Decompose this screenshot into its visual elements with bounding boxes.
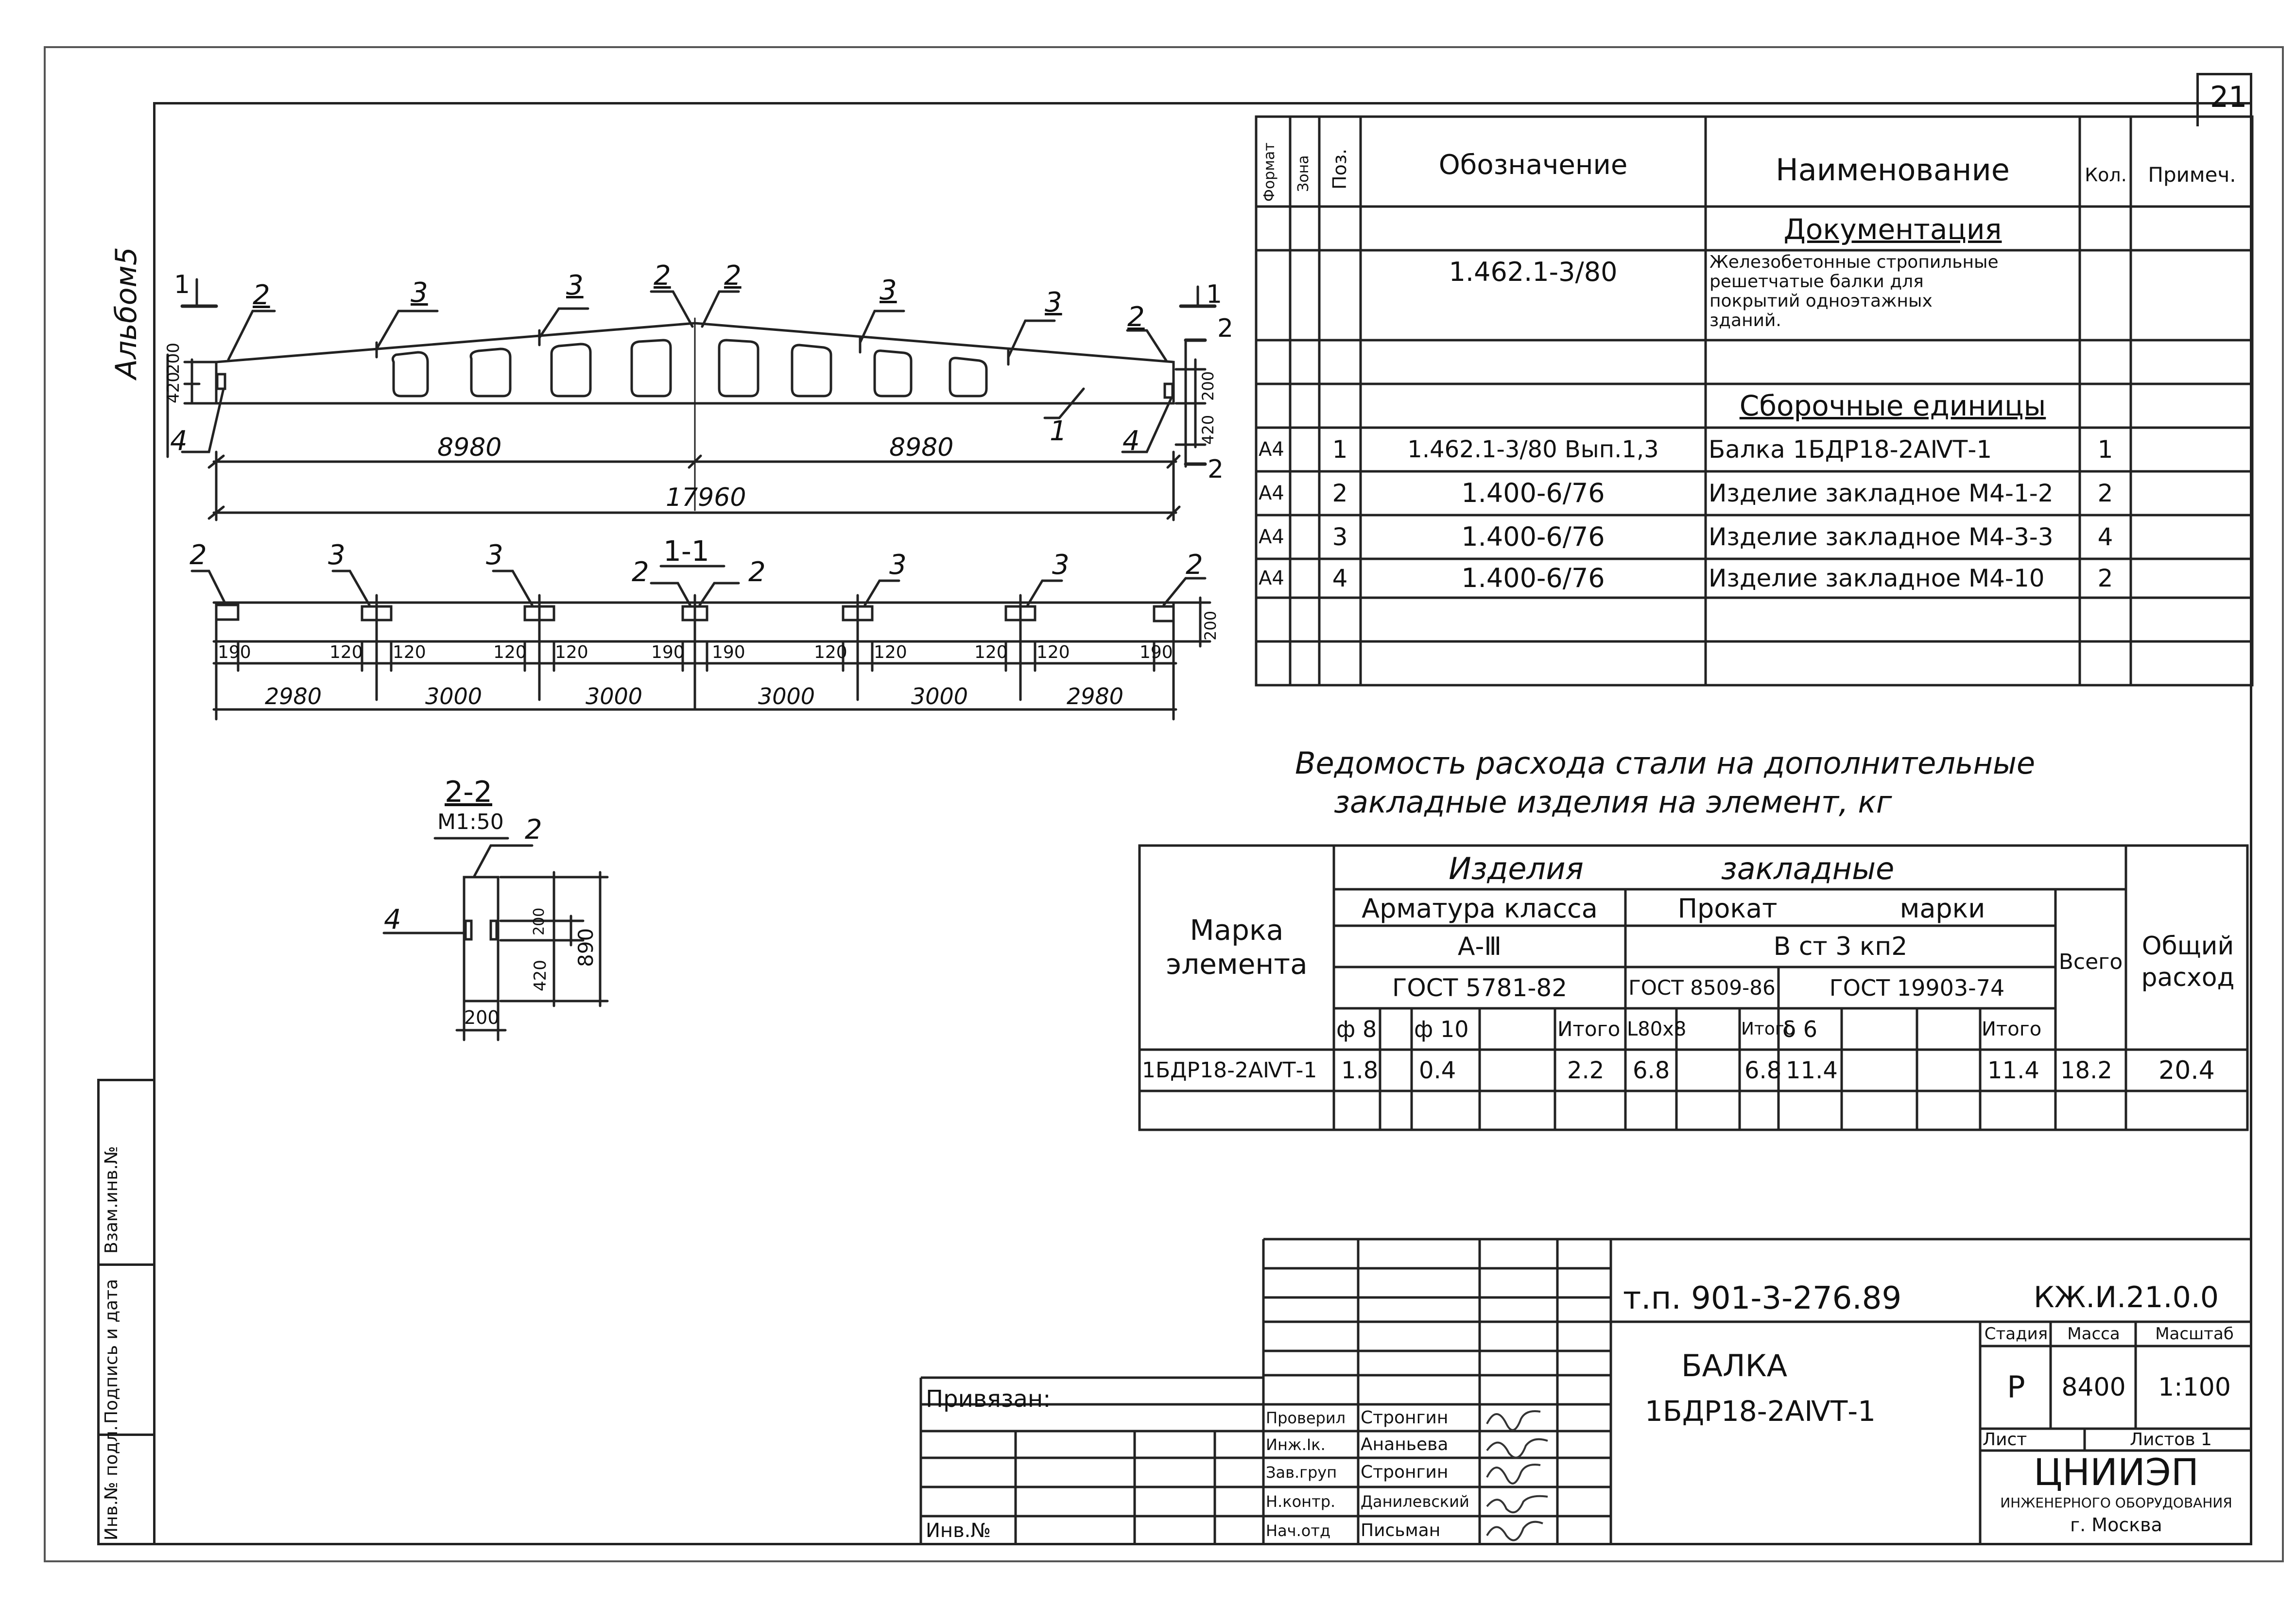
steel-row-total: 18.2	[2060, 1056, 2112, 1084]
steel-title-1: Ведомость расхода стали на дополнительные	[1295, 745, 2036, 781]
tb-role: Нач.отд	[1266, 1521, 1331, 1540]
spec-doc-designation: 1.462.1-3/80	[1449, 257, 1618, 287]
section-2-2-title: 2-2	[445, 775, 492, 809]
tb-org-sub: ИНЖЕНЕРНОГО ОБОРУДОВАНИЯ	[2000, 1494, 2232, 1511]
tb-name-2: 1БДР18-2АⅣТ-1	[1645, 1395, 1876, 1428]
steel-row-value: 11.4	[1987, 1056, 2039, 1084]
plan-mark: 2	[1186, 549, 1203, 581]
spec-row-qty: 1	[2097, 435, 2113, 464]
plan-dim-small: 190	[218, 642, 251, 662]
spec-section-docs: Документация	[1783, 213, 2002, 246]
section-cut-mark: 1	[174, 270, 190, 299]
spec-row-designation: 1.400-6/76	[1461, 563, 1605, 593]
plan-dim-large: 3000	[425, 683, 483, 709]
steel-sub: L80x8	[1627, 1018, 1687, 1040]
section-2-2-scale: М1:50	[437, 810, 504, 834]
tb-mass-header: Масса	[2067, 1324, 2120, 1344]
tb-mass: 8400	[2061, 1373, 2126, 1402]
steel-row-value: 1.8	[1341, 1056, 1379, 1084]
plan-dim-small: 190	[712, 642, 745, 662]
tb-city: г. Москва	[2070, 1514, 2162, 1536]
section-cut-mark: 2	[1217, 314, 1234, 343]
spec-row-format: А4	[1259, 567, 1284, 589]
tb-role: Н.контр.	[1266, 1492, 1336, 1511]
tb-inv: Инв.№	[926, 1520, 991, 1542]
margin-label-sign: Подпись и дата	[102, 1279, 121, 1424]
tb-scale: 1:100	[2158, 1373, 2231, 1402]
steel-row-mark: 1БДР18-2АⅣТ-1	[1142, 1057, 1317, 1083]
section-1-1-title: 1-1	[663, 535, 709, 568]
spec-row-qty: 2	[2097, 564, 2113, 592]
plan-dim-small: 120	[1036, 642, 1070, 662]
steel-row-value: 2.2	[1567, 1056, 1605, 1084]
plan-dim-large: 3000	[758, 683, 815, 709]
plan-mark: 2	[190, 539, 207, 571]
label-1: 1	[1050, 415, 1067, 447]
margin-label-replace: Взам.инв.№	[102, 1146, 121, 1254]
tb-stage: Р	[2007, 1369, 2025, 1405]
steel-h-gost-5781: ГОСТ 5781-82	[1392, 973, 1568, 1002]
steel-row-value: 6.8	[1633, 1056, 1670, 1084]
steel-h-steel: В ст 3 кп2	[1773, 932, 1908, 961]
tb-project: т.п. 901-3-276.89	[1623, 1280, 1902, 1316]
plan-dim-small: 120	[329, 642, 363, 662]
spec-header-designation: Обозначение	[1438, 149, 1628, 181]
tb-person: Стронгин	[1361, 1462, 1449, 1482]
plan-dim-small: 120	[874, 642, 907, 662]
tb-sheets-header: Листов 1	[2130, 1430, 2212, 1450]
tb-sheet-header: Лист	[1983, 1430, 2027, 1450]
spec-row-format: А4	[1259, 438, 1284, 461]
plan-dim-large: 2980	[265, 683, 322, 709]
tb-stage-header: Стадия	[1984, 1324, 2048, 1344]
spec-row-pos: 2	[1332, 479, 1348, 507]
plan-mark: 3	[889, 549, 907, 581]
tb-role: Зав.груп	[1266, 1463, 1337, 1482]
tb-role: Инж.Iк.	[1266, 1435, 1326, 1454]
spec-row-qty: 2	[2097, 479, 2113, 507]
steel-sub: ф 10	[1414, 1016, 1469, 1042]
section-2-2-dim-200: 200	[531, 907, 548, 935]
section-2-2-mark-2: 2	[525, 814, 542, 846]
plan-dim-large: 3000	[911, 683, 968, 709]
tb-person: Письман	[1361, 1521, 1441, 1540]
dim-17960: 17960	[666, 483, 746, 512]
plan-dim-small: 120	[814, 642, 847, 662]
section-2-2-dim-890: 890	[574, 928, 598, 967]
steel-sub: Итого	[1557, 1017, 1621, 1041]
tb-person: Стронгин	[1361, 1408, 1449, 1428]
steel-h-gost-19903: ГОСТ 19903-74	[1829, 974, 2005, 1001]
spec-row-qty: 4	[2097, 523, 2113, 551]
steel-row-overall: 20.4	[2158, 1055, 2215, 1085]
tb-privyazan: Привязан:	[926, 1385, 1051, 1413]
steel-h-overall: Общий расход	[2141, 932, 2235, 992]
margin-label-inv: Инв.№ подл.	[102, 1425, 121, 1540]
left-margin-divider-1	[97, 1263, 153, 1266]
steel-sub: ф 8	[1336, 1016, 1377, 1042]
steel-h-products: Изделия	[1449, 850, 1584, 886]
spec-doc-name-4: зданий.	[1709, 311, 1781, 330]
tb-role: Проверил	[1266, 1409, 1346, 1427]
tb-name-1: БАЛКА	[1681, 1348, 1787, 1383]
steel-h-rebar-class: А-Ⅲ	[1457, 932, 1502, 961]
steel-row-value: 11.4	[1786, 1056, 1838, 1084]
spec-doc-name-1: Железобетонные стропильные	[1709, 252, 1999, 272]
beam-mark: 2	[253, 279, 270, 311]
plan-mark: 2	[632, 556, 649, 588]
tb-org: ЦНИИЭП	[2033, 1451, 2199, 1494]
beam-mark: 3	[880, 275, 897, 306]
plan-dim-small: 120	[974, 642, 1008, 662]
steel-row-value: 0.4	[1419, 1056, 1456, 1084]
plan-mark: 2	[748, 556, 766, 588]
spec-row-name: Изделие закладное М4-10	[1709, 564, 2045, 592]
steel-h-rolled-grade: марки	[1899, 893, 1985, 924]
spec-header-pos: Поз.	[1329, 148, 1350, 190]
spec-row-pos: 3	[1332, 523, 1348, 551]
dim-8980-right: 8980	[889, 433, 954, 462]
steel-h-rebar: Арматура класса	[1362, 893, 1598, 924]
plan-dim-large: 2980	[1067, 683, 1124, 709]
section-2-2-mark-4: 4	[384, 904, 401, 935]
spec-header-zone: Зона	[1295, 155, 1312, 192]
plan-dim-large: 3000	[586, 683, 643, 709]
plan-dim-small: 120	[555, 642, 588, 662]
spec-doc-name-2: решетчатые балки для	[1709, 272, 1924, 292]
plan-mark: 3	[486, 539, 503, 571]
steel-sub: δ 6	[1782, 1016, 1818, 1042]
beam-mark: 3	[1045, 287, 1062, 318]
dim-200: 200	[164, 343, 183, 374]
section-2-2-dim-200-bottom: 200	[464, 1007, 500, 1028]
spec-row-pos: 1	[1332, 435, 1348, 464]
dim-420-right: 420	[1199, 415, 1217, 445]
album-label: Альбом5	[109, 247, 143, 379]
spec-row-name: Изделие закладное М4-3-3	[1709, 523, 2054, 551]
section-cut-mark: 1	[1206, 280, 1223, 309]
steel-h-mark: Марка элемента	[1166, 914, 1308, 981]
dim-420: 420	[164, 372, 183, 403]
dim-200-right: 200	[1199, 371, 1217, 401]
plan-mark: 3	[1052, 549, 1070, 581]
beam-mark: 2	[1127, 301, 1145, 333]
section-2-2-dim-420: 420	[531, 960, 550, 991]
plan-dim-small: 120	[393, 642, 426, 662]
plan-dim-small: 190	[1139, 642, 1173, 662]
plan-dim-small: 190	[651, 642, 685, 662]
section-cut-mark: 2	[1208, 455, 1224, 484]
beam-mark: 3	[411, 277, 428, 309]
steel-row-value: 6.8	[1744, 1056, 1782, 1084]
beam-mark: 2	[654, 260, 671, 292]
spec-doc-name-3: покрытий одноэтажных	[1709, 291, 1933, 311]
label-4: 4	[1122, 425, 1140, 457]
steel-sub: Итого	[1982, 1018, 2042, 1040]
spec-row-designation: 1.400-6/76	[1461, 521, 1605, 552]
steel-title-2: закладные изделия на элемент, кг	[1334, 784, 1892, 820]
beam-mark: 2	[724, 260, 742, 292]
spec-row-designation: 1.400-6/76	[1461, 478, 1605, 508]
spec-section-assemblies: Сборочные единицы	[1739, 389, 2046, 422]
steel-h-gost-8509: ГОСТ 8509-86	[1628, 975, 1776, 1000]
tb-code: КЖ.И.21.0.0	[2034, 1280, 2219, 1314]
tb-person: Ананьева	[1361, 1434, 1449, 1454]
spec-row-name: Балка 1БДР18-2АⅣТ-1	[1709, 435, 1992, 464]
spec-row-format: А4	[1259, 482, 1284, 504]
spec-row-designation: 1.462.1-3/80 Вып.1,3	[1407, 436, 1659, 463]
plan-dim-200: 200	[1201, 610, 1220, 640]
spec-header-note: Примеч.	[2148, 163, 2236, 187]
steel-h-total: Всего	[2058, 950, 2123, 974]
spec-row-pos: 4	[1332, 564, 1348, 592]
steel-h-embedded: закладные	[1721, 850, 1895, 886]
spec-header-qty: Кол.	[2085, 164, 2127, 186]
spec-row-format: А4	[1259, 526, 1284, 548]
steel-sub: Итого	[1741, 1019, 1795, 1039]
beam-mark: 3	[566, 270, 584, 301]
steel-h-rolled: Прокат	[1677, 893, 1778, 924]
plan-dim-small: 120	[493, 642, 527, 662]
tb-scale-header: Масштаб	[2155, 1324, 2234, 1344]
spec-row-name: Изделие закладное М4-1-2	[1709, 479, 2054, 507]
sheet-number: 21	[2210, 80, 2247, 114]
label-4: 4	[170, 425, 188, 457]
tb-person: Данилевский	[1361, 1492, 1469, 1511]
spec-header-name: Наименование	[1776, 152, 2010, 188]
dim-8980-left: 8980	[437, 433, 502, 462]
plan-mark: 3	[328, 539, 345, 571]
spec-header-format: Формат	[1261, 142, 1278, 202]
